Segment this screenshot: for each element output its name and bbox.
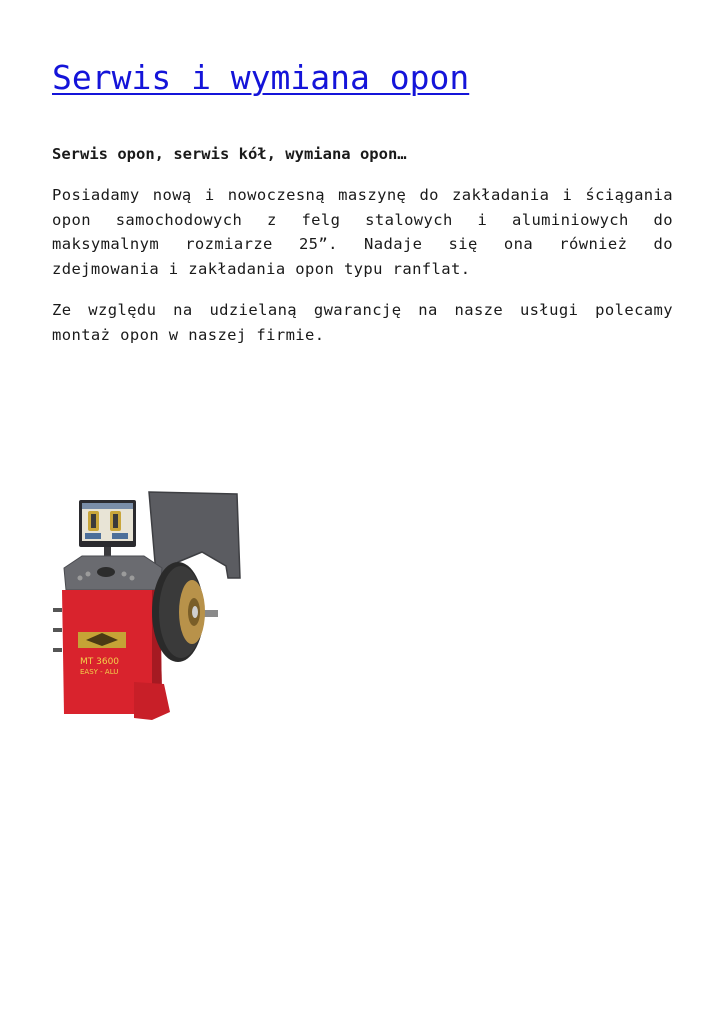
variant-label: EASY - ALU	[80, 668, 119, 676]
paragraph-2: Ze względu na udzielaną gwarancję na nasze usługi polecamy montaż opon w naszej firmie.	[52, 301, 673, 344]
subheading: Serwis opon, serwis kół, wymiana opon…	[52, 145, 407, 163]
wheel-balancer-illustration	[52, 490, 252, 725]
paragraph-1: Posiadamy nową i nowoczesną maszynę do zakładania i ściągania opon samochodowych z felg stalowych i aluminiowych do maksymalnym rozmiarze 25”. Nadaje się ona również do zdejmowania i zakładania opon typu ranflat.	[52, 186, 673, 279]
cabinet-base	[134, 682, 170, 720]
wheel-guard	[149, 492, 240, 578]
model-label: MT 3600	[80, 657, 120, 667]
page-title	[52, 56, 469, 100]
wheel-balancer-image	[52, 490, 252, 725]
title-link[interactable]: Serwis i wymiana opon	[52, 58, 470, 97]
